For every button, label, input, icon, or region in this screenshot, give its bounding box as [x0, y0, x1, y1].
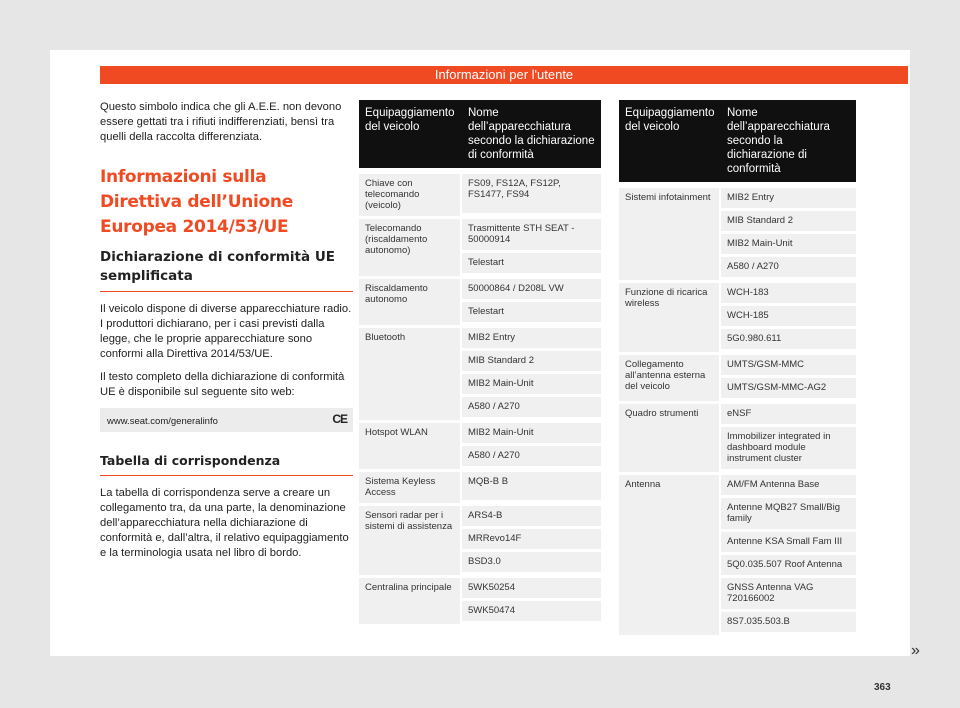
equipment-cell: Chiave con telecomando (veicolo)	[359, 168, 462, 216]
equipment-cell: Collegamento all’antenna esterna del veicolo	[619, 352, 721, 401]
url-box	[100, 408, 353, 432]
radio-equipment-paragraph: Il veicolo dispone di diverse apparecchiature radio. I produttori dichiarano, per i casi previsti dalla legge, che le proprie apparecchiature sono conformi alla Direttiva 2014/53/UE.	[100, 303, 352, 360]
device-name-cell: 8S7.035.503.B	[721, 612, 856, 635]
device-name-cell: A580 / A270	[721, 257, 856, 280]
table-row	[619, 182, 856, 211]
table-row	[619, 280, 856, 306]
manual-page	[50, 50, 920, 693]
table-row	[359, 325, 601, 351]
device-name-cell: Telestart	[462, 253, 601, 276]
device-name-cell: GNSS Antenna VAG 720166002	[721, 578, 856, 612]
equipment-cell: Riscaldamento autonomo	[359, 276, 462, 325]
device-name-cell: 5WK50474	[462, 601, 601, 624]
device-name-cell: WCH-183	[721, 280, 856, 306]
device-name-cell: MIB2 Main-Unit	[462, 420, 601, 446]
device-name-cell: MIB2 Entry	[721, 182, 856, 211]
ce-mark: CE	[332, 412, 347, 426]
table-row	[359, 276, 601, 302]
table-row	[619, 401, 856, 427]
correspondence-heading: Tabella di corrispondenza	[100, 453, 281, 468]
table-row	[359, 420, 601, 446]
table-row	[619, 472, 856, 498]
continue-arrow: »	[911, 642, 920, 659]
device-name-cell: MIB2 Main-Unit	[721, 234, 856, 257]
device-name-cell: FS09, FS12A, FS12P, FS1477, FS94	[462, 168, 601, 216]
device-name-cell: AM/FM Antenna Base	[721, 472, 856, 498]
device-name-cell: Telestart	[462, 302, 601, 325]
device-name-header: Nome dell’apparecchiatura secondo la dichiarazione di conformità	[721, 100, 856, 182]
device-name-cell: MIB2 Entry	[462, 325, 601, 351]
table-row	[619, 352, 856, 378]
device-name-cell: 5WK50254	[462, 575, 601, 601]
page-number: 363	[874, 682, 891, 693]
equipment-cell: Sistemi infotainment	[619, 182, 721, 280]
declaration-subheading: Dichiarazione di conformità UE semplificata	[100, 249, 336, 284]
seat-url-link[interactable]: www.seat.com/generalinfo	[107, 416, 218, 427]
equipment-cell: Antenna	[619, 472, 721, 635]
device-name-cell: UMTS/GSM-MMC-AG2	[721, 378, 856, 401]
correspondence-divider	[100, 475, 353, 476]
device-name-cell: A580 / A270	[462, 397, 601, 420]
table-row	[359, 168, 601, 216]
device-name-cell: Antenne MQB27 Small/Big family	[721, 498, 856, 532]
declaration-text-paragraph: Il testo completo della dichiarazione di conformità UE è disponibile sul seguente sito web:	[100, 371, 345, 398]
equipment-cell: Quadro strumenti	[619, 401, 721, 472]
device-name-cell: MRRevo14F	[462, 529, 601, 552]
device-name-cell: MQB-B B	[462, 469, 601, 503]
equipment-header: Equipaggiamento del veicolo	[619, 100, 721, 182]
device-name-cell: MIB Standard 2	[721, 211, 856, 234]
weee-intro-text: Questo simbolo indica che gli A.E.E. non devono essere gettati tra i rifiuti indifferenziati, bensì tra quelli della raccolta differenziata.	[100, 101, 342, 143]
table-row	[359, 575, 601, 601]
device-name-cell: BSD3.0	[462, 552, 601, 575]
device-name-cell: eNSF	[721, 401, 856, 427]
table-row	[359, 469, 601, 503]
device-name-cell: WCH-185	[721, 306, 856, 329]
directive-heading: Informazioni sulla Direttiva dell’Unione Europea 2014/53/UE	[100, 167, 293, 237]
device-name-cell: Antenne KSA Small Fam III	[721, 532, 856, 555]
equipment-cell: Telecomando (riscaldamento autonomo)	[359, 216, 462, 276]
equipment-cell: Sensori radar per i sistemi di assistenza	[359, 503, 462, 575]
device-name-cell: 5G0.980.611	[721, 329, 856, 352]
table-row	[359, 216, 601, 253]
left-column	[100, 100, 353, 569]
equipment-cell: Sistema Keyless Access	[359, 469, 462, 503]
device-name-cell: 5Q0.035.507 Roof Antenna	[721, 555, 856, 578]
equipment-cell: Centralina principale	[359, 575, 462, 624]
table-row	[359, 503, 601, 529]
section-header: Informazioni per l'utente	[100, 66, 908, 84]
heading-divider	[100, 291, 353, 292]
equipment-cell: Hotspot WLAN	[359, 420, 462, 469]
equipment-cell: Bluetooth	[359, 325, 462, 420]
correspondence-paragraph: La tabella di corrispondenza serve a creare un collegamento tra, da una parte, la denominazione dell’apparecchiatura nella dichiarazione di conformità e, dall’altra, il relativo equipaggiamento e la terminologia usata nel libro di bordo.	[100, 487, 349, 559]
device-name-cell: 50000864 / D208L VW	[462, 276, 601, 302]
correspondence-table-2	[619, 100, 856, 635]
device-name-cell: ARS4-B	[462, 503, 601, 529]
device-name-cell: A580 / A270	[462, 446, 601, 469]
device-name-cell: UMTS/GSM-MMC	[721, 352, 856, 378]
equipment-cell: Funzione di ricarica wireless	[619, 280, 721, 352]
device-name-cell: MIB Standard 2	[462, 351, 601, 374]
equipment-header: Equipaggiamento del veicolo	[359, 100, 462, 168]
correspondence-table-1	[359, 100, 601, 624]
device-name-cell: Immobilizer integrated in dashboard module instrument cluster	[721, 427, 856, 472]
device-name-header: Nome dell’apparecchiatura secondo la dichiarazione di conformità	[462, 100, 601, 168]
device-name-cell: MIB2 Main-Unit	[462, 374, 601, 397]
device-name-cell: Trasmittente STH SEAT - 50000914	[462, 216, 601, 253]
